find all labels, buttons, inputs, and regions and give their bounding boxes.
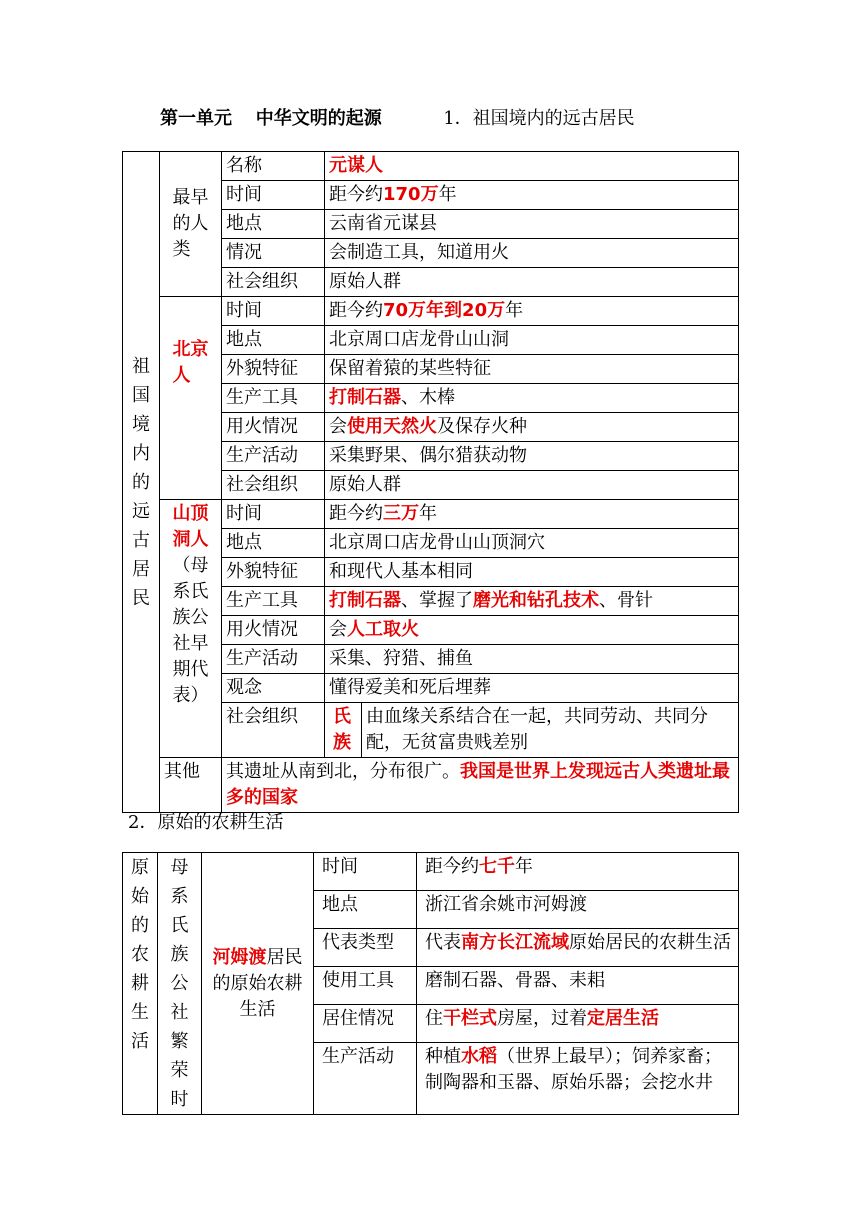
text: 原始居民的农耕生活 (569, 931, 731, 953)
text: 会 (329, 416, 347, 437)
field-key: 情况 (222, 239, 325, 268)
field-key: 生产工具 (222, 384, 325, 413)
period-label: 母系氏族公社繁荣时 (170, 857, 189, 1110)
highlight-text: 使用天然火 (347, 416, 437, 437)
farming-life-table (122, 852, 739, 1115)
field-key: 地点 (222, 529, 325, 558)
text: 云南省元谋县 (329, 213, 437, 234)
page-title (160, 104, 635, 130)
group-label-cell (123, 152, 160, 813)
field-key: 生产活动 (222, 442, 325, 471)
text: 种植 (425, 1045, 461, 1067)
highlight-text: 磨光和钻孔技术 (473, 590, 599, 611)
category-note: （母系氏族公社早期代表） (172, 555, 209, 706)
highlight-text: 70万年到20万 (383, 300, 506, 321)
highlight-text: 打制石器 (329, 387, 401, 408)
field-key: 用火情况 (222, 616, 325, 645)
field-key: 其他 (160, 758, 222, 813)
text: 和现代人基本相同 (329, 561, 473, 582)
field-value (222, 758, 739, 813)
text: 采集野果、偶尔猎获动物 (329, 445, 527, 466)
field-value: 磨制石器、骨器、耒耜 (417, 966, 739, 1004)
section-subtitle: 2．原始的农耕生活 (128, 812, 284, 833)
category-label: 最早的人类 (172, 187, 209, 260)
highlight-text: 南方长江流域 (461, 931, 569, 953)
category-label: 北京人 (172, 339, 209, 386)
text: 、木棒 (401, 387, 455, 408)
chapter-title: 中华文明的起源 (255, 108, 382, 129)
field-key: 时间 (222, 181, 325, 210)
highlight-text: 打制石器 (329, 590, 401, 611)
field-key: 地点 (222, 210, 325, 239)
text: 距今约 (329, 300, 383, 321)
text: 房屋，过着 (497, 1007, 587, 1029)
highlight-text: 元谋人 (329, 155, 383, 176)
field-key: 名称 (222, 152, 325, 181)
period-cell (158, 853, 202, 1115)
group-label: 祖国境内的远古居民 (132, 355, 150, 609)
highlight-text: 干栏式 (443, 1007, 497, 1029)
field-value (417, 1004, 739, 1042)
text: 北京周口店龙骨山山洞 (329, 329, 509, 350)
highlight-text: 我国是世界上发现远古人类遗址最多的国家 (226, 761, 730, 808)
text: 及保存火种 (437, 416, 527, 437)
field-key: 地点 (314, 890, 417, 928)
text: 会制造工具，知道用火 (329, 242, 509, 263)
highlight-text: 定居生活 (587, 1007, 659, 1029)
field-value (325, 152, 739, 181)
text: 距今约 (329, 503, 383, 524)
field-value (325, 674, 739, 703)
field-key: 时间 (222, 297, 325, 326)
field-key: 社会组织 (222, 268, 325, 297)
table-row (123, 758, 739, 813)
field-value (325, 355, 739, 384)
field-key: 外貌特征 (222, 355, 325, 384)
field-value (325, 210, 739, 239)
table-row (123, 297, 739, 326)
highlight-text: 水稻 (461, 1045, 497, 1067)
text: 原始人群 (329, 271, 401, 292)
text: 距今约 (329, 184, 383, 205)
lesson-title: 1．祖国境内的远古居民 (443, 108, 635, 129)
text: 代表 (425, 931, 461, 953)
text: 、掌握了 (401, 590, 473, 611)
text: 会 (329, 619, 347, 640)
field-key: 社会组织 (222, 471, 325, 500)
field-key: 时间 (314, 853, 417, 891)
text: 年 (505, 300, 524, 321)
text: 年 (515, 856, 533, 877)
field-value (417, 853, 739, 891)
field-value (417, 928, 739, 966)
text: 年 (419, 503, 437, 524)
category-cell (160, 500, 222, 758)
field-value (325, 268, 739, 297)
field-value (325, 384, 739, 413)
table-row (123, 500, 739, 529)
field-key: 外貌特征 (222, 558, 325, 587)
field-value: 采集、狩猎、捕鱼 (325, 645, 739, 674)
text: 年 (438, 184, 457, 205)
sub-key (325, 703, 362, 758)
category-cell (160, 297, 222, 500)
text: 、骨针 (599, 590, 653, 611)
field-key: 使用工具 (314, 966, 417, 1004)
text: 居民的原始农耕生活 (212, 946, 303, 1020)
table-row (123, 853, 739, 891)
field-value: 浙江省余姚市河姆渡 (417, 890, 739, 928)
field-value (325, 558, 739, 587)
highlight-text: 三万 (383, 503, 419, 524)
field-value (325, 181, 739, 210)
text: 懂得爱美和死后埋葬 (329, 677, 491, 698)
field-value (325, 500, 739, 529)
field-key: 代表类型 (314, 928, 417, 966)
field-key: 社会组织 (222, 703, 325, 758)
category-label: 山顶洞人 (172, 503, 209, 550)
text: 保留着猿的某些特征 (329, 358, 491, 379)
field-value (325, 616, 739, 645)
field-value (325, 413, 739, 442)
text: 原始人群 (329, 474, 401, 495)
text: 其遗址从南到北，分布很广。 (226, 761, 460, 782)
highlight-text: 人工取火 (347, 619, 419, 640)
field-key: 生产活动 (222, 645, 325, 674)
field-value (325, 297, 739, 326)
field-value: 由血缘关系结合在一起，共同劳动、共同分配，无贫富贵贱差别 (362, 703, 739, 758)
text: 住 (425, 1007, 443, 1029)
text: （世界上最早）；饲养家畜；制陶器和玉器、原始乐器；会挖水井 (425, 1045, 722, 1093)
field-key: 用火情况 (222, 413, 325, 442)
unit-title: 第一单元 (160, 108, 232, 129)
field-key: 生产活动 (314, 1042, 417, 1114)
field-value (325, 239, 739, 268)
field-key: 居住情况 (314, 1004, 417, 1042)
category-cell (160, 152, 222, 297)
sub-key-label: 氏族 (333, 706, 351, 753)
field-key: 生产工具 (222, 587, 325, 616)
highlight-text: 河姆渡 (212, 946, 267, 968)
field-value (325, 587, 739, 616)
text: 北京周口店龙骨山山顶洞穴 (329, 532, 545, 553)
group-label-cell (123, 853, 158, 1115)
ancient-residents-table (122, 151, 739, 813)
field-value (325, 442, 739, 471)
highlight-text: 170万 (383, 184, 439, 205)
field-value (325, 529, 739, 558)
field-value (325, 326, 739, 355)
text: 距今约 (425, 856, 479, 877)
field-value (325, 471, 739, 500)
highlight-text: 七千 (479, 856, 515, 877)
field-key: 观念 (222, 674, 325, 703)
table-row (123, 152, 739, 181)
site-cell (202, 853, 314, 1115)
field-key: 时间 (222, 500, 325, 529)
field-key: 地点 (222, 326, 325, 355)
group-label: 原始的农耕生活 (131, 857, 149, 1052)
field-value (417, 1042, 739, 1114)
